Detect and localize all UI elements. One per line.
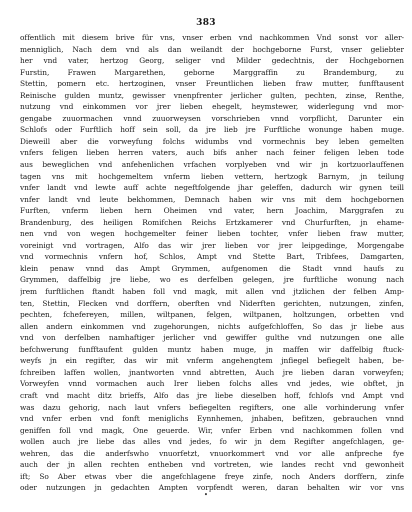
- body-text: [20, 32, 404, 494]
- footer-dot: •: [203, 491, 209, 499]
- text-line: Grymmen, daffelbig jre liebe, wo es derfelben gelegen, jre furftliche wonung nach: [20, 275, 404, 285]
- text-line: oder nutzungen jn gedachten Ampten vorpfendt weren, daran behalten wir vor vns: [20, 483, 404, 493]
- text-line: craft vnd macht ditz brieffs, Alfo das jre liebe dieselben hoff, fchlofs vnd Ampt vnd: [20, 390, 404, 400]
- text-line: vnfer landt vnd lewte auff achte negeftfolgende jhar geleffen, dadurch wir gynen teill: [20, 183, 404, 193]
- text-line: pechten, fchefereyen, millen, wiltpanen, felgen, wiltpanen, holtzungen, orbetten vnd: [20, 310, 404, 320]
- text-line: aus beweglichen vnd anfehenlichen vrfachen vorplyeben vnd wir jn kortzuorlauffenen: [20, 160, 404, 170]
- text-line: her vnd vater, hertzog Georg, seliger vnd Milder gedechtnis, der Hochgebornen: [20, 56, 404, 66]
- text-line: Furstin, Frawen Margarethen, geborne Marggraffin zu Brandemburg, zu: [20, 67, 404, 77]
- text-line: jrem furftlichen ftandt haben foll vnd magk, mit allen vnd jtzlichen der felben Amp-: [20, 287, 404, 297]
- text-line: vnfer landt vnd leute bekhommen, Demnach haben wir vns mit dem hochgebornen: [20, 194, 404, 204]
- text-line: Schlofs oder Furftlich hoff sein soll, da jre lieb jre Furftliche wonunge haben muge.: [20, 125, 404, 135]
- text-line: offentlich mit diesem brive für vns, vnser erben vnd nachkommen Vnd sonst vor aller-: [20, 33, 404, 42]
- text-line: befchwerung funfftaufent gulden muntz haben muge, jn maffen wir daffelbig ftuck-: [20, 344, 404, 354]
- text-line: vnfers feligen lieben herren vaters, auch bifs anher nach feiner feligen leben tode: [20, 148, 404, 158]
- text-line: wehren, das die anderfswho vnuorfetzt, vnuorkommert vnd vor alle anfpreche fye: [20, 448, 404, 458]
- text-line: fchreiben laffen wollen, jnantworten vnnd abtretten, Auch jre lieben daran vorweyfen;: [20, 367, 404, 377]
- text-line: nutzung vnd einkommen vor jrer lieben ehegelt, heymstewer, widerlegung vnd mor-: [20, 102, 404, 112]
- text-line: Furften, vnferm lieben hern Oheimen vnd vater, hern Joachim, Marggrafen zu: [20, 206, 404, 216]
- text-line: Vorweyfen vnnd vormachen auch Irer lieben folchs alles vnd jedes, wie obftet, jn: [20, 379, 404, 389]
- text-line: voreinigt vnd vortragen, Alfo das wir jrer lieben vor jrer leipgedinge, Morgengabe: [20, 240, 404, 250]
- text-line: Reinische gulden muntz, gewisser vnenpfrenter jerlicher gulten, pechten, zinse, Renthe,: [20, 90, 404, 100]
- text-line: ten, Stettin, Flecken vnd dorffern, oberften vnd Niderften gerichten, nutzungen, zinfen,: [20, 298, 404, 308]
- text-line: klein penaw vnnd das Ampt Grymmen, aufgenomen die Stadt vnnd haufs zu: [20, 263, 404, 273]
- page-number: 383: [196, 18, 216, 28]
- text-line: tagen vns mit hochgemeltem vnferm lieben vettern, hertzogk Barnym, jn teilung: [20, 171, 404, 181]
- text-line: vnd vormechnis vnfern hof, Schlos, Ampt vnd Stette Bart, Tribfees, Damgarten,: [20, 252, 404, 262]
- text-line: Stettin, pomern etc. hertzoginen, vnser Freuntlichen lieben fraw mutter, funfftausent: [20, 79, 404, 89]
- text-line: vnd vnfer erben vnd fonft meniglichs Eynnhemen, jnhaben, befitzen, gebrauchen vnnd: [20, 414, 404, 424]
- text-line: wollen auch jre liebe das alles vnd jedes, fo wir jn dem Regifter angefchlagen, ge-: [20, 437, 404, 447]
- text-line: weyfs jn ein regifter, das wir mit vnferm angehengtem jnfiegel befiegelt haben, be-: [20, 356, 404, 366]
- text-line: allen andern einkommen vnd zugehorungen, nichts aufgefchloffen, So das jr liebe aus: [20, 321, 404, 331]
- text-line: geniffen foll vnd magk, One geuerde. Wir, vnfer Erben vnd nachkommen follen vnd: [20, 425, 404, 435]
- text-line: menniglich, Nach dem vnd als dan weilandt der hochgeborne Furst, vnser geliebter: [20, 44, 404, 54]
- text-line: auch der jn allen rechten entheben vnd vortreten, wie landes recht vnd gewonheit: [20, 460, 404, 470]
- text-line: gengabe zuuormachen vnnd zuuorweysen vorschrieben vnnd vorpflicht, Darunter ein: [20, 113, 404, 123]
- text-line: was dazu gehorig, nach laut vnfers befiegelten regifters, one alle vorhinderung vnfer: [20, 402, 404, 412]
- text-line: nen vnd von wegen hochgemelter feiner lieben tochter, vnfer lieben fraw mutter,: [20, 229, 404, 239]
- text-line: Brandenburg, des heiligen Romifchen Reichs Ertzkamerer vnd Churfurften, jn ehame-: [20, 217, 404, 227]
- text-line: Dieweill aber die vorweyfung folchs widumbs vnd vormechnis bey leben gemelten: [20, 136, 404, 146]
- text-line: vnd von derfelben namhaftiger jerlicher vnd gewiffer gulthe vnd nutzungen one alle: [20, 333, 404, 343]
- text-line: ift; So Aber etwas vber die angefchlagene freye zinfe, noch Anders dorffern, zinfe: [20, 471, 404, 481]
